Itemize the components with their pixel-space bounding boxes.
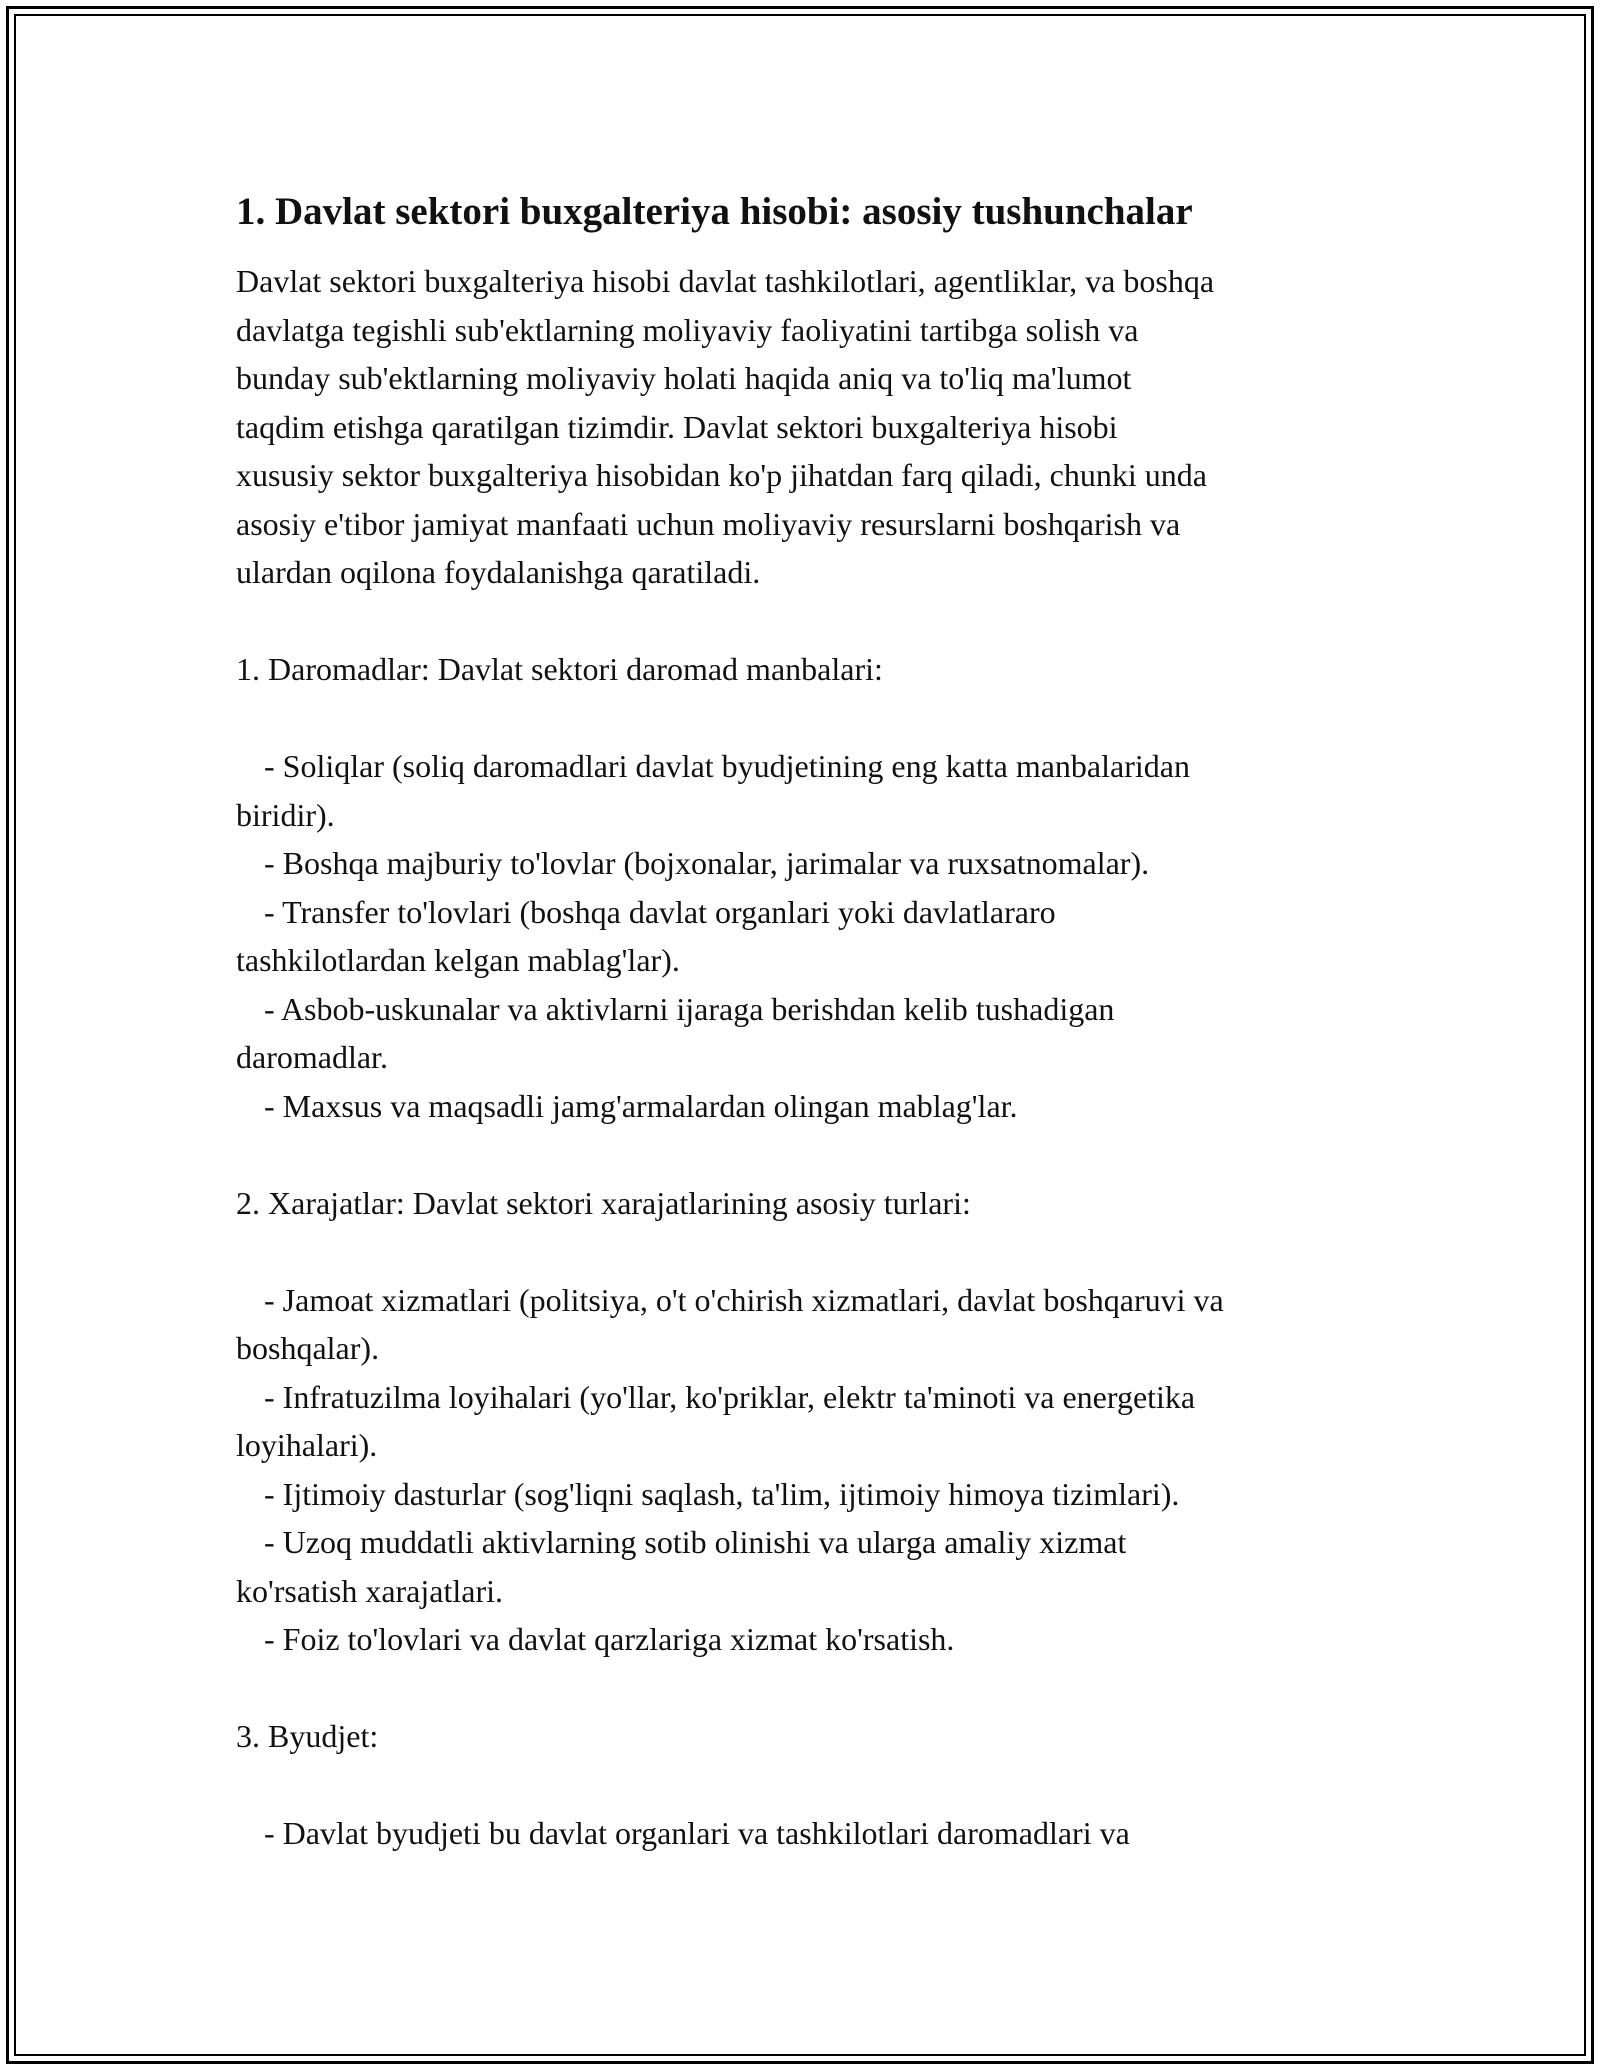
document-body	[236, 185, 1376, 1858]
list-item-text: - Boshqa majburiy to'lovlar (bojxonalar, jarimalar va ruxsatnomalar).	[264, 845, 1150, 881]
list-item-text: - Infratuzilma loyihalari (yo'llar, ko'priklar, elektr ta'minoti va energetika	[264, 1378, 1196, 1415]
intro-paragraph	[236, 257, 1376, 597]
list-item-continuation: ko'rsatish xarajatlari.	[236, 1572, 503, 1609]
list-item-text: - Asbob-uskunalar va aktivlarni ijaraga berishdan kelib tushadigan	[264, 990, 1115, 1027]
list-item	[236, 888, 1376, 985]
section-byudjet	[236, 1712, 1376, 1858]
list-item-continuation: biridir).	[236, 796, 335, 833]
section-heading: 2. Xarajatlar: Davlat sektori xarajatlarining asosiy turlari:	[236, 1184, 971, 1221]
list-item	[236, 742, 1376, 839]
section-xarajatlar	[236, 1179, 1376, 1664]
list-item	[236, 839, 1376, 888]
list-item-continuation: tashkilotlardan kelgan mablag'lar).	[236, 942, 680, 978]
list-item-text: - Jamoat xizmatlari (politsiya, o't o'chirish xizmatlari, davlat boshqaruvi va	[264, 1281, 1224, 1318]
list-item-continuation: loyihalari).	[236, 1427, 378, 1463]
intro-line: taqdim etishga qaratilgan tizimdir. Davlat sektori buxgalteriya hisobi	[236, 408, 1118, 445]
list-item-text: - Transfer to'lovlari (boshqa davlat organlari yoki davlatlararo	[264, 893, 1056, 930]
intro-line: asosiy e'tibor jamiyat manfaati uchun moliyaviy resurslarni boshqarish va	[236, 505, 1181, 542]
document-title: 1. Davlat sektori buxgalteriya hisobi: asosiy tushunchalar	[236, 190, 1193, 233]
section-heading: 1. Daromadlar: Davlat sektori daromad manbalari:	[236, 651, 883, 687]
list-item-text: - Foiz to'lovlari va davlat qarzlariga xizmat ko'rsatish.	[264, 1621, 955, 1657]
list-item-text: - Uzoq muddatli aktivlarning sotib olinishi va ularga amaliy xizmat	[264, 1524, 1127, 1560]
intro-line: Davlat sektori buxgalteriya hisobi davlat tashkilotlari, agentliklar, va boshqa	[236, 263, 1215, 299]
list-item	[236, 1082, 1376, 1131]
list-item-continuation: daromadlar.	[236, 1039, 388, 1075]
list-item-text: - Soliqlar (soliq daromadlari davlat byudjetining eng katta manbalaridan	[264, 748, 1190, 784]
section-heading: 3. Byudjet:	[236, 1718, 379, 1754]
intro-line: xususiy sektor buxgalteriya hisobidan ko'p jihatdan farq qiladi, chunki unda	[236, 457, 1207, 493]
list-item-continuation: boshqalar).	[236, 1330, 380, 1366]
section-daromadlar	[236, 645, 1376, 1130]
intro-line: bunday sub'ektlarning moliyaviy holati haqida aniq va to'liq ma'lumot	[236, 360, 1132, 396]
intro-line: ulardan oqilona foydalanishga qaratiladi.	[236, 554, 761, 590]
list-item	[236, 1809, 1376, 1858]
intro-line: davlatga tegishli sub'ektlarning moliyaviy faoliyatini tartibga solish va	[236, 311, 1139, 348]
list-item-text: - Maxsus va maqsadli jamg'armalardan olingan mablag'lar.	[264, 1087, 1018, 1124]
list-item	[236, 1615, 1376, 1664]
list-item	[236, 985, 1376, 1082]
list-item	[236, 1276, 1376, 1373]
list-item-text: - Ijtimoiy dasturlar (sog'liqni saqlash, ta'lim, ijtimoiy himoya tizimlari).	[264, 1475, 1180, 1512]
list-item	[236, 1470, 1376, 1519]
list-item-text: - Davlat byudjeti bu davlat organlari va tashkilotlari daromadlari va	[264, 1815, 1130, 1851]
list-item	[236, 1373, 1376, 1470]
list-item	[236, 1518, 1376, 1615]
